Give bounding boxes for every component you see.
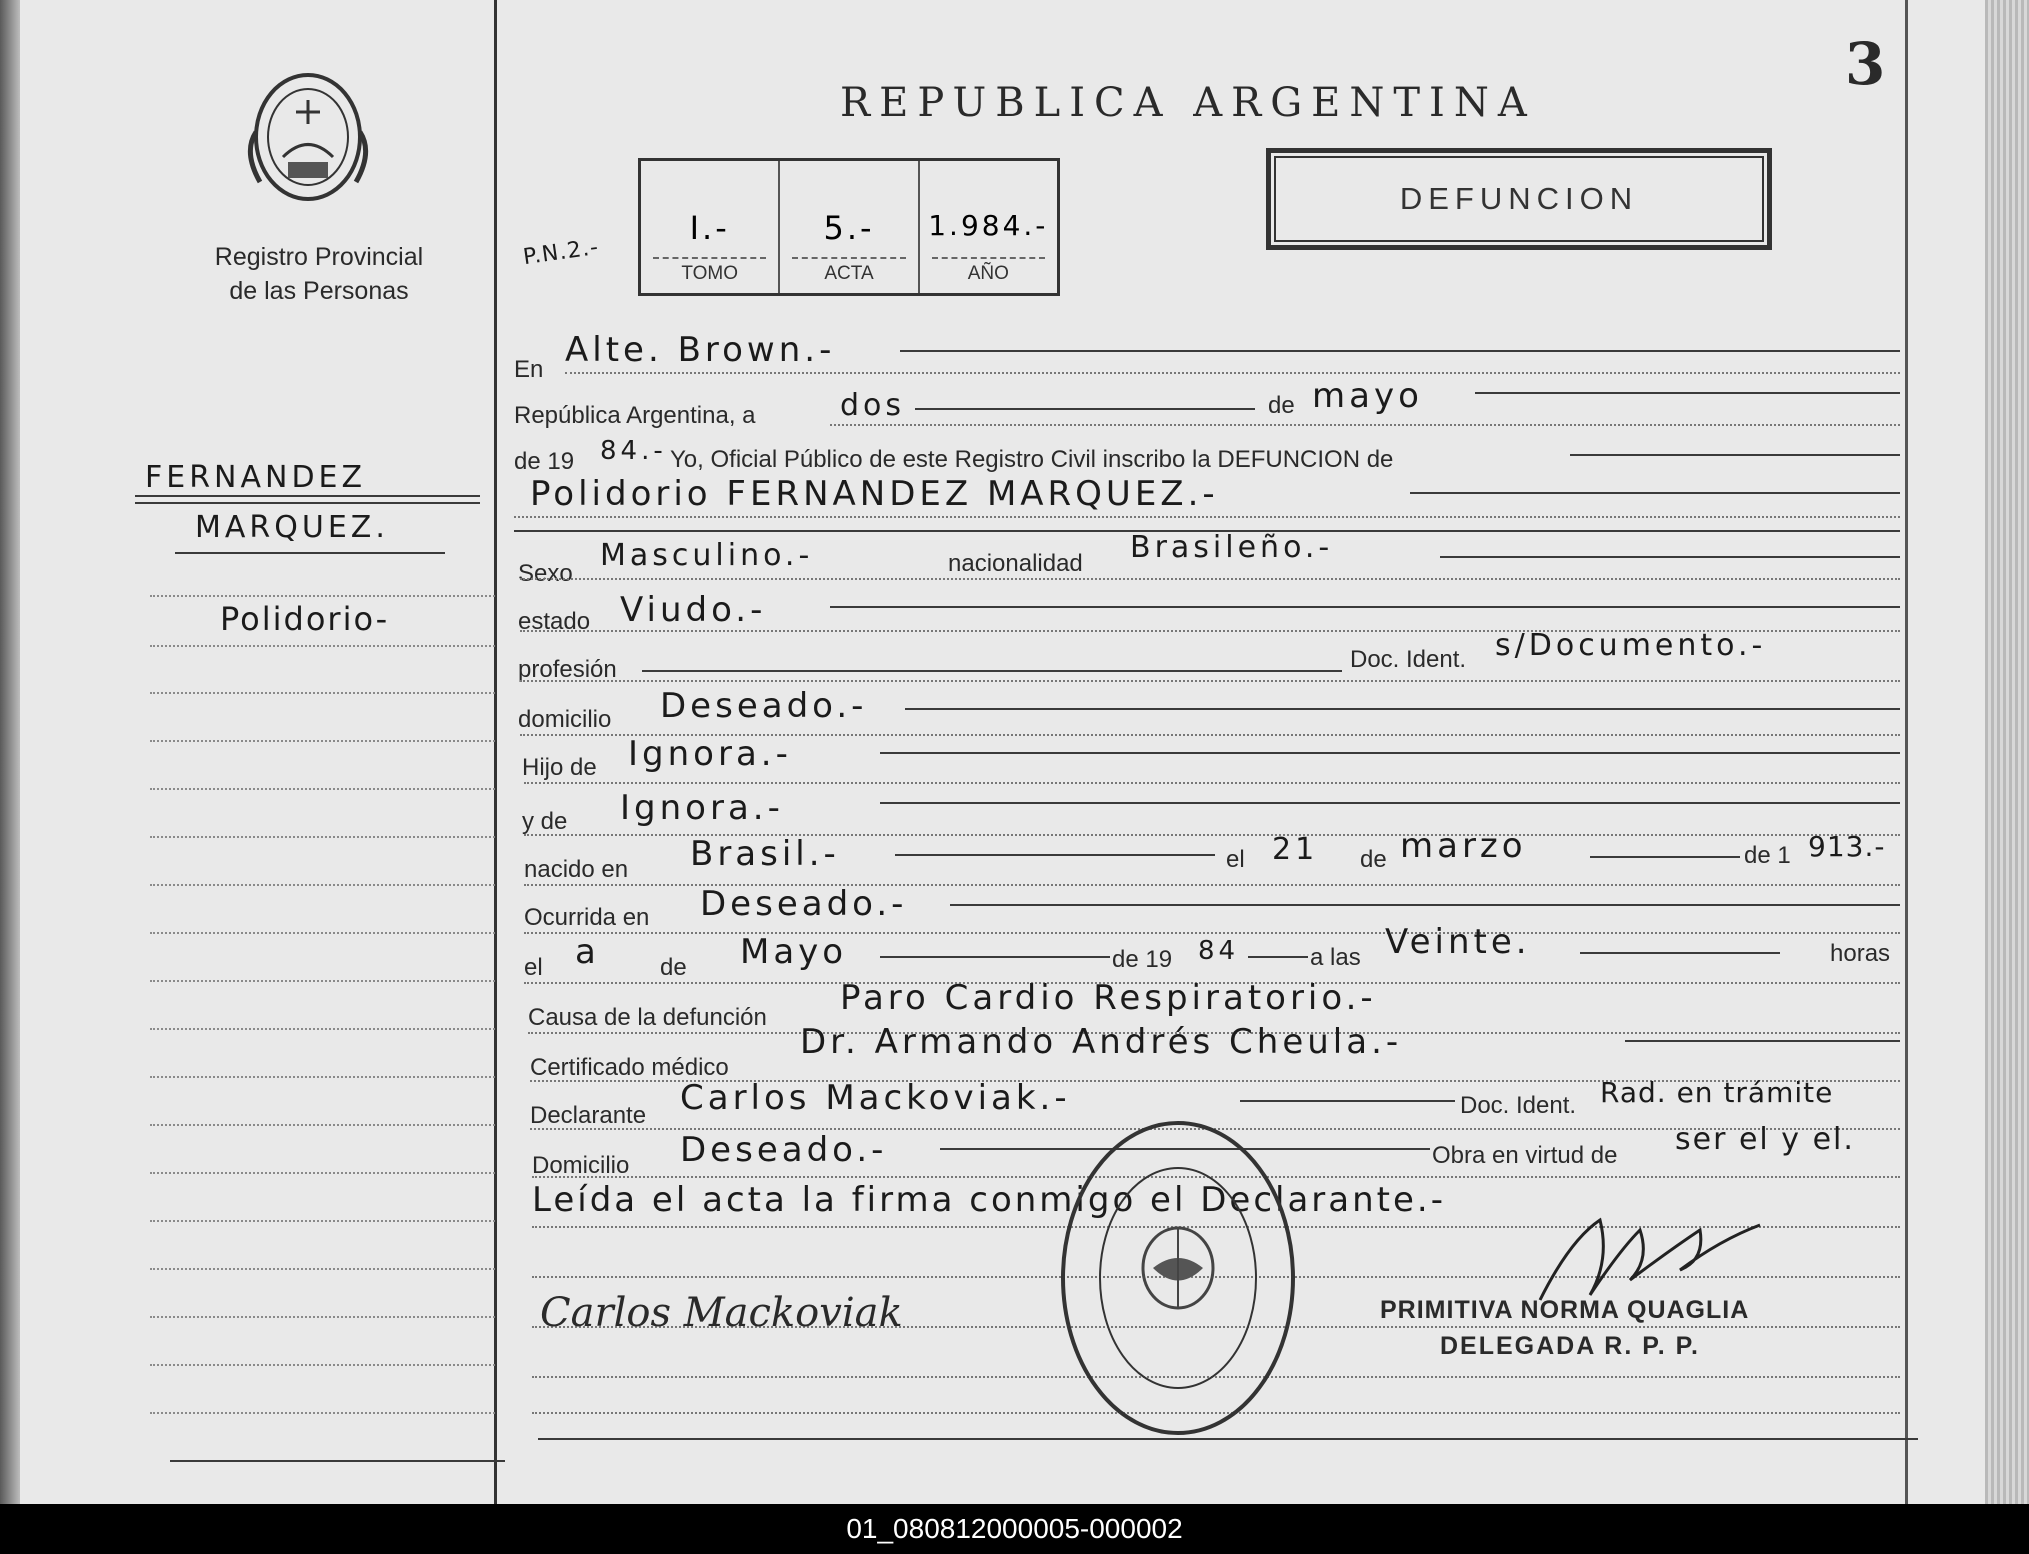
- provincial-emblem-icon: [238, 62, 378, 212]
- nacido-label: nacido en: [524, 856, 629, 883]
- de-label: de: [1268, 392, 1295, 419]
- tomo-sep: [653, 257, 766, 259]
- right-frame-line: [1905, 0, 1908, 1504]
- cert-label: Certificado médico: [530, 1054, 729, 1081]
- yde-label: y de: [522, 808, 568, 835]
- doc-ident-value: s/Documento.-: [1495, 628, 1767, 663]
- domicilio-value: Deseado.-: [660, 686, 868, 726]
- binding-edge: [0, 0, 20, 1504]
- hijo-value: Ignora.-: [628, 734, 792, 774]
- de19-label: de 19: [514, 448, 575, 475]
- footer-id-bar: [0, 1504, 2029, 1554]
- anio-label: AÑO: [967, 263, 1009, 284]
- margin-rule: [150, 1172, 495, 1174]
- margin-rule: [150, 645, 495, 647]
- yde-value: Ignora.-: [620, 788, 784, 828]
- ocurrida-label: Ocurrida en: [524, 904, 650, 931]
- de1-label: de 1: [1744, 842, 1791, 869]
- hour-fill: [1580, 952, 1780, 954]
- doc-ident2-label: Doc. Ident.: [1460, 1092, 1577, 1119]
- domicilio2-label: Domicilio: [532, 1152, 630, 1179]
- inscribo-label: Yo, Oficial Público de este Registro Civil inscribo la DEFUNCION de: [670, 446, 1394, 473]
- estado-fill: [830, 606, 1900, 608]
- sexo-label: Sexo: [518, 560, 573, 587]
- causa-label: Causa de la defunción: [528, 1004, 767, 1031]
- margin-surname1: FERNANDEZ: [145, 460, 367, 495]
- obra-label: Obra en virtud de: [1432, 1142, 1618, 1169]
- nacionalidad-fill: [1440, 556, 1900, 558]
- death-year-fill: [1248, 956, 1308, 958]
- sexo-line: [520, 578, 1900, 580]
- margin-rule: [150, 1220, 495, 1222]
- doc-ident-label: Doc. Ident.: [1350, 646, 1467, 673]
- margin-rule: [150, 836, 495, 838]
- horas-label: horas: [1830, 940, 1891, 967]
- margin-rule: [150, 1412, 495, 1414]
- page-number: 3: [1845, 30, 1886, 98]
- hour-value: Veinte.: [1385, 922, 1531, 962]
- birth-year: 913.-: [1808, 830, 1886, 863]
- doc-ident2-value: Rad. en trámite: [1600, 1076, 1834, 1109]
- margin-rule: [150, 932, 495, 934]
- ocurrida-fill: [950, 904, 1900, 906]
- domicilio2-value: Deseado.-: [680, 1130, 888, 1170]
- margin-divider: [494, 0, 497, 1504]
- en-value: Alte. Brown.-: [565, 330, 836, 370]
- hijo-fill: [880, 752, 1900, 754]
- sexo-value: Masculino.-: [600, 538, 814, 573]
- month-fill: [1475, 392, 1900, 394]
- margin-underline1b: [135, 502, 480, 504]
- day-value: dos: [840, 388, 906, 423]
- officer-name: PRIMITIVA NORMA QUAGLIA: [1380, 1296, 1750, 1324]
- margin-rule: [150, 1124, 495, 1126]
- death-month: Mayo: [740, 932, 848, 972]
- day-fill: [915, 408, 1255, 410]
- de19b-label: de 19: [1112, 946, 1173, 973]
- page-stack-edge: [1985, 0, 2029, 1504]
- nacionalidad-label: nacionalidad: [948, 550, 1083, 577]
- obra-value: ser el y el.: [1675, 1122, 1855, 1157]
- causa-value: Paro Cardio Respiratorio.-: [840, 978, 1377, 1018]
- birth-month: marzo: [1400, 826, 1527, 866]
- margin-rule: [150, 692, 495, 694]
- margin-surname2: MARQUEZ.: [195, 510, 389, 545]
- estado-label: estado: [518, 608, 591, 635]
- name-line: [514, 516, 1900, 518]
- officer-title: DELEGADA R. P. P.: [1440, 1332, 1700, 1360]
- margin-rule: [150, 1076, 495, 1078]
- month-value: mayo: [1312, 376, 1423, 416]
- nacido-fill: [895, 854, 1215, 856]
- deceased-name: Polidorio FERNANDEZ MARQUEZ.-: [530, 474, 1219, 514]
- nacido-value: Brasil.-: [690, 834, 840, 874]
- death-day: a: [575, 932, 600, 972]
- acta-label: ACTA: [824, 263, 874, 284]
- margin-given-name: Polidorio-: [220, 600, 390, 638]
- margin-rule: [150, 1028, 495, 1030]
- tomo-value: I.-: [689, 209, 730, 247]
- death-year: 84: [1198, 936, 1240, 966]
- cert-value: Dr. Armando Andrés Cheula.-: [800, 1022, 1403, 1062]
- de-label-3: de: [660, 954, 687, 981]
- republica-line: [830, 424, 1900, 426]
- republica-label: República Argentina, a: [514, 402, 756, 429]
- inscribo-fill: [1570, 454, 1900, 456]
- tomo-cell: [641, 161, 780, 293]
- acta-value: 5.-: [823, 209, 875, 247]
- domicilio-fill: [905, 708, 1900, 710]
- hijo-label: Hijo de: [522, 754, 597, 781]
- record-number-box: [638, 158, 1060, 296]
- el-label: el: [1226, 846, 1245, 873]
- el2-label: el: [524, 954, 543, 981]
- profesion-line: [520, 680, 1900, 682]
- name-fill: [1410, 492, 1900, 494]
- birth-month-fill: [1590, 856, 1740, 858]
- margin-rule: [150, 1268, 495, 1270]
- anio-sep: [932, 257, 1045, 259]
- en-line: [565, 372, 1900, 374]
- margin-underline1: [135, 495, 480, 497]
- declarante-value: Carlos Mackoviak.-: [680, 1078, 1071, 1118]
- closing-text: Leída el acta la firma conmigo el Declarante.-: [532, 1180, 1446, 1220]
- ocurrida-value: Deseado.-: [700, 884, 908, 924]
- profesion-fill: [642, 670, 1342, 672]
- margin-rule: [150, 1316, 495, 1318]
- domicilio-label: domicilio: [518, 706, 612, 733]
- estado-value: Viudo.-: [620, 590, 767, 630]
- margin-rule: [150, 980, 495, 982]
- margin-bottom-line: [170, 1460, 505, 1462]
- cert-fill: [1625, 1040, 1900, 1042]
- hijo-line: [524, 782, 1900, 784]
- acta-cell: [780, 161, 919, 293]
- margin-rule: [150, 1364, 495, 1366]
- margin-rule: [150, 788, 495, 790]
- act-type-title: DEFUNCION: [1399, 181, 1639, 216]
- en-label: En: [514, 356, 544, 383]
- acta-sep: [792, 257, 905, 259]
- footer-id: 01_080812000005-000002: [846, 1513, 1183, 1544]
- registry-title-line1: Registro Provincial: [214, 243, 424, 271]
- yde-fill: [880, 802, 1900, 804]
- margin-rule: [150, 740, 495, 742]
- form-bottom-line: [538, 1438, 1918, 1440]
- nacionalidad-value: Brasileño.-: [1130, 530, 1334, 565]
- margin-rule: [150, 595, 495, 597]
- margin-underline2: [175, 552, 445, 554]
- anio-value: 1.984.-: [928, 209, 1049, 242]
- declarant-signature: Carlos Mackoviak: [540, 1290, 903, 1336]
- declarante-fill: [1240, 1100, 1455, 1102]
- act-type-box: [1266, 148, 1772, 250]
- alas-label: a las: [1310, 944, 1361, 971]
- registry-title-line2: de las Personas: [229, 277, 409, 305]
- death-month-fill: [880, 956, 1110, 958]
- declarante-label: Declarante: [530, 1102, 647, 1129]
- de-label-2: de: [1360, 846, 1387, 873]
- officer-signature-icon: [1530, 1200, 1770, 1310]
- margin-rule: [150, 884, 495, 886]
- record-prefix: P.N.2.-: [521, 234, 601, 271]
- birth-day: 21: [1272, 832, 1319, 867]
- profesion-label: profesión: [518, 656, 617, 683]
- tomo-label: TOMO: [681, 263, 738, 284]
- anio-cell: [920, 161, 1057, 293]
- country-heading: REPUBLICA ARGENTINA: [840, 80, 1536, 126]
- en-fill: [900, 350, 1900, 352]
- registry-title: [185, 240, 453, 308]
- year-value: 84.-: [600, 436, 667, 466]
